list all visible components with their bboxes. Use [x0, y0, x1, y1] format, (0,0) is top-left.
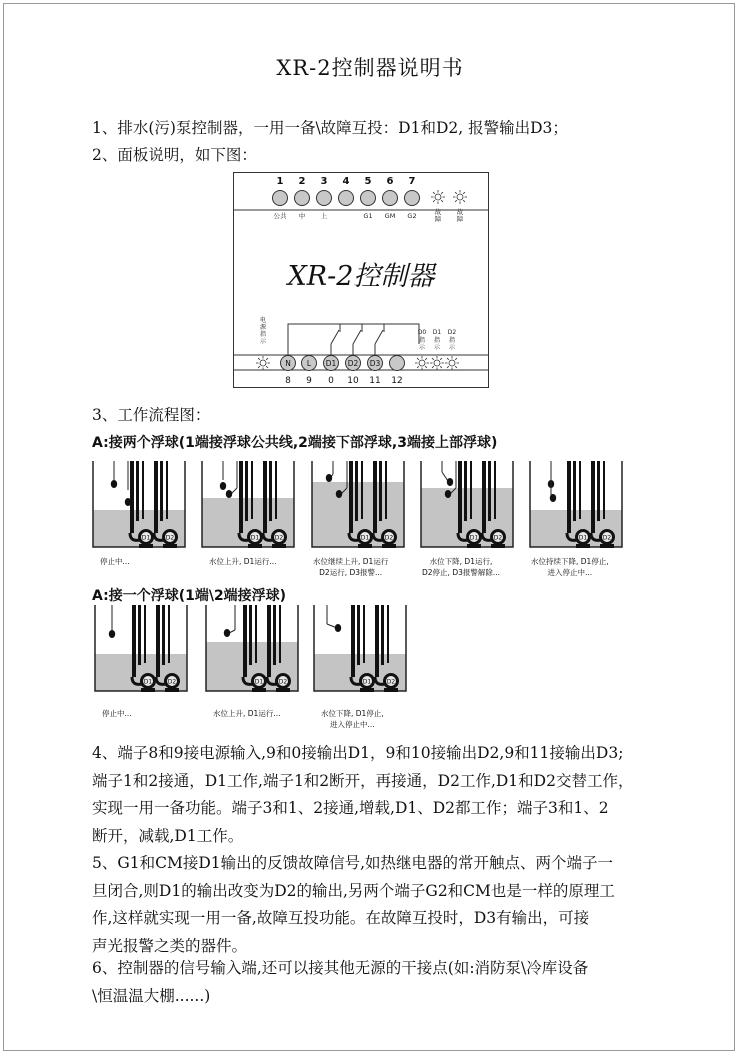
pump-icon: [599, 529, 615, 548]
step-caption: [100, 556, 130, 567]
step-caption-line: D2停止, D3报警解除...: [422, 568, 501, 577]
section-5-line: 5、G1和CM接D1输出的反馈故障信号,如热继电器的常开触点、两个端子一: [92, 854, 614, 872]
pump-icon: [140, 673, 156, 692]
output-indicator-label: 指示: [433, 337, 441, 351]
pump-label: D2: [278, 678, 288, 686]
terminal-number: 10: [347, 376, 359, 386]
terminal-number: 3: [320, 176, 328, 187]
pump-icon: [247, 529, 263, 548]
section-5-line: 旦闭合,则D1的输出改变为D2的输出,另两个端子G2和CM也是一样的原理工: [92, 881, 615, 900]
terminal-screw: [295, 191, 310, 206]
pump-label: D1: [362, 678, 372, 686]
pump-label: D2: [493, 534, 503, 542]
pump-label: D2: [167, 678, 177, 686]
terminal-code: D1: [325, 359, 337, 368]
section-6-line: 6、控制器的信号输入端,还可以接其他无源的干接点(如:消防泵\冷库设备: [92, 959, 589, 977]
fault-indicator-icon: [431, 190, 445, 204]
terminal-label: G2: [407, 212, 417, 220]
pump-icon: [359, 673, 375, 692]
float-ball-icon: [326, 474, 332, 482]
float-ball-icon: [335, 624, 341, 632]
terminal-label: G1: [363, 212, 373, 220]
step-caption-line: 进入停止中...: [547, 568, 593, 577]
output-indicator-icon: [445, 356, 459, 370]
flow-b-label: A:接一个浮球(1端\2端接浮球): [92, 588, 287, 604]
terminal-code: L: [306, 359, 312, 368]
tank-diagram: [201, 460, 295, 550]
output-indicator-label: D2: [447, 329, 457, 336]
pump-label: D1: [141, 534, 151, 542]
step-caption-line: 水位下降, D1运行,: [429, 557, 493, 566]
terminal-number: 6: [386, 176, 394, 187]
pump-icon: [271, 529, 287, 548]
pump-label: D2: [602, 534, 612, 542]
step-caption-line: 进入停止中...: [330, 720, 375, 729]
panel-brand: XR-2控制器: [287, 261, 435, 292]
controller-panel-diagram: [233, 172, 489, 388]
terminal-screw: [361, 191, 376, 206]
terminal-label: GM: [384, 212, 396, 220]
terminal-code: D2: [347, 359, 359, 368]
section-5: [92, 850, 672, 960]
tank-diagram: [92, 460, 186, 550]
section-4-line: 端子1和2接通，D1工作,端子1和2断开，再接通，D2工作,D1和D2交替工作，: [92, 771, 634, 790]
terminal-screw: [383, 191, 398, 206]
step-caption-line: 水位持续下降, D1停止,: [531, 557, 609, 566]
section-6-line: \恒温温大棚......): [92, 986, 211, 1005]
terminal-number: 12: [391, 376, 403, 386]
float-ball-icon: [336, 490, 342, 498]
pump-icon: [164, 673, 180, 692]
pump-icon: [381, 529, 397, 548]
step-caption: [321, 708, 384, 730]
section-5-line: 作,这样就实现一用一备,故障互投功能。在故障互投时，D3有输出，可接: [92, 909, 590, 927]
intro-item-3: 3、工作流程图：: [92, 406, 211, 424]
float-ball-icon: [226, 490, 232, 498]
step-caption-line: 停止中...: [102, 709, 132, 718]
output-indicator-label: 指示: [418, 337, 426, 351]
fault-indicator-icon: [453, 190, 467, 204]
tank-diagram: [313, 604, 407, 694]
pump-icon: [162, 529, 178, 548]
pump-icon: [490, 529, 506, 548]
terminal-label: 中: [298, 212, 306, 220]
tank-diagram: [205, 604, 299, 694]
tank-diagram: [94, 604, 188, 694]
float-ball-icon: [109, 630, 115, 638]
step-caption: [422, 556, 500, 578]
terminal-screw: [390, 356, 405, 371]
power-indicator-label: 电源指示: [259, 317, 267, 345]
terminal-screw: [405, 191, 420, 206]
step-caption: [209, 556, 276, 567]
step-caption-line: D2运行, D3报警...: [319, 568, 383, 577]
float-ball-icon: [220, 482, 226, 490]
step-caption: [531, 556, 609, 578]
pump-label: D1: [578, 534, 588, 542]
float-ball-icon: [447, 478, 453, 486]
pump-icon: [251, 673, 267, 692]
float-ball-icon: [445, 490, 451, 498]
step-caption-line: 停止中...: [100, 557, 130, 566]
step-caption-line: 水位上升, D1运行...: [209, 557, 277, 566]
pump-label: D2: [165, 534, 175, 542]
pump-icon: [466, 529, 482, 548]
output-indicator-label: D0: [417, 329, 427, 336]
step-caption-line: 水位下降, D1停止,: [321, 709, 384, 718]
terminal-label: 上: [320, 212, 328, 220]
terminal-number: 7: [408, 176, 416, 187]
pump-icon: [275, 673, 291, 692]
output-indicator-label: D1: [432, 329, 442, 336]
pump-label: D1: [360, 534, 370, 542]
step-caption-line: 水位继续上升, D1运行: [313, 557, 389, 566]
intro-item-1: 1、排水(污)泵控制器，一用一备\故障互投：D1和D2, 报警输出D3；: [92, 119, 568, 137]
output-indicator-icon: [430, 356, 444, 370]
section-4-line: 断开，减载,D1工作。: [92, 826, 244, 845]
tank-diagram: [420, 460, 514, 550]
terminal-code: N: [285, 359, 291, 368]
terminal-number: 8: [285, 376, 291, 386]
section-4-line: 4、端子8和9接电源输入,9和0接输出D1，9和10接输出D2,9和11接输出D3;: [92, 744, 624, 762]
section-4: [92, 740, 672, 850]
terminal-label: 公共: [273, 212, 287, 220]
output-indicator-icon: [415, 356, 429, 370]
float-ball-icon: [550, 494, 556, 502]
pump-icon: [138, 529, 154, 548]
terminal-number: 5: [364, 176, 372, 187]
power-indicator-icon: [256, 356, 270, 370]
output-indicator-label: 指示: [448, 337, 456, 351]
terminal-screw: [317, 191, 332, 206]
pump-label: D1: [254, 678, 264, 686]
pump-label: D1: [469, 534, 479, 542]
tank-diagram: [311, 460, 405, 550]
section-4-line: 实现一用一备功能。端子3和1、2接通,增载,D1、D2都工作；端子3和1、2: [92, 799, 609, 817]
fault-label: 故障: [434, 208, 442, 223]
section-5-line: 声光报警之类的器件。: [92, 936, 248, 955]
terminal-number: 4: [342, 176, 350, 187]
terminal-number: 1: [276, 176, 284, 187]
tank-diagram: [529, 460, 623, 550]
terminal-number: 11: [369, 376, 381, 386]
pump-icon: [575, 529, 591, 548]
section-6: [92, 955, 672, 1010]
pump-icon: [357, 529, 373, 548]
terminal-screw: [273, 191, 288, 206]
pump-icon: [383, 673, 399, 692]
page-title: XR-2控制器说明书: [276, 56, 464, 80]
terminal-number: 2: [298, 176, 306, 187]
float-ball-icon: [224, 629, 230, 637]
terminal-number: 0: [328, 376, 334, 386]
intro-item-2: 2、面板说明，如下图：: [92, 146, 257, 164]
step-caption: [213, 708, 280, 719]
pump-label: D2: [274, 534, 284, 542]
flow-a-label: A:接两个浮球(1端接浮球公共线,2端接下部浮球,3端接上部浮球): [92, 435, 498, 451]
terminal-code: D3: [369, 359, 381, 368]
pump-label: D1: [250, 534, 260, 542]
pump-label: D2: [386, 678, 396, 686]
terminal-screw: [339, 191, 354, 206]
step-caption-line: 水位上升, D1运行...: [213, 709, 281, 718]
fault-label: 故障: [456, 208, 464, 223]
step-caption: [313, 556, 388, 578]
pump-label: D2: [384, 534, 394, 542]
terminal-number: 9: [306, 376, 312, 386]
step-caption: [102, 708, 132, 719]
float-ball-icon: [111, 480, 117, 488]
pump-label: D1: [143, 678, 153, 686]
